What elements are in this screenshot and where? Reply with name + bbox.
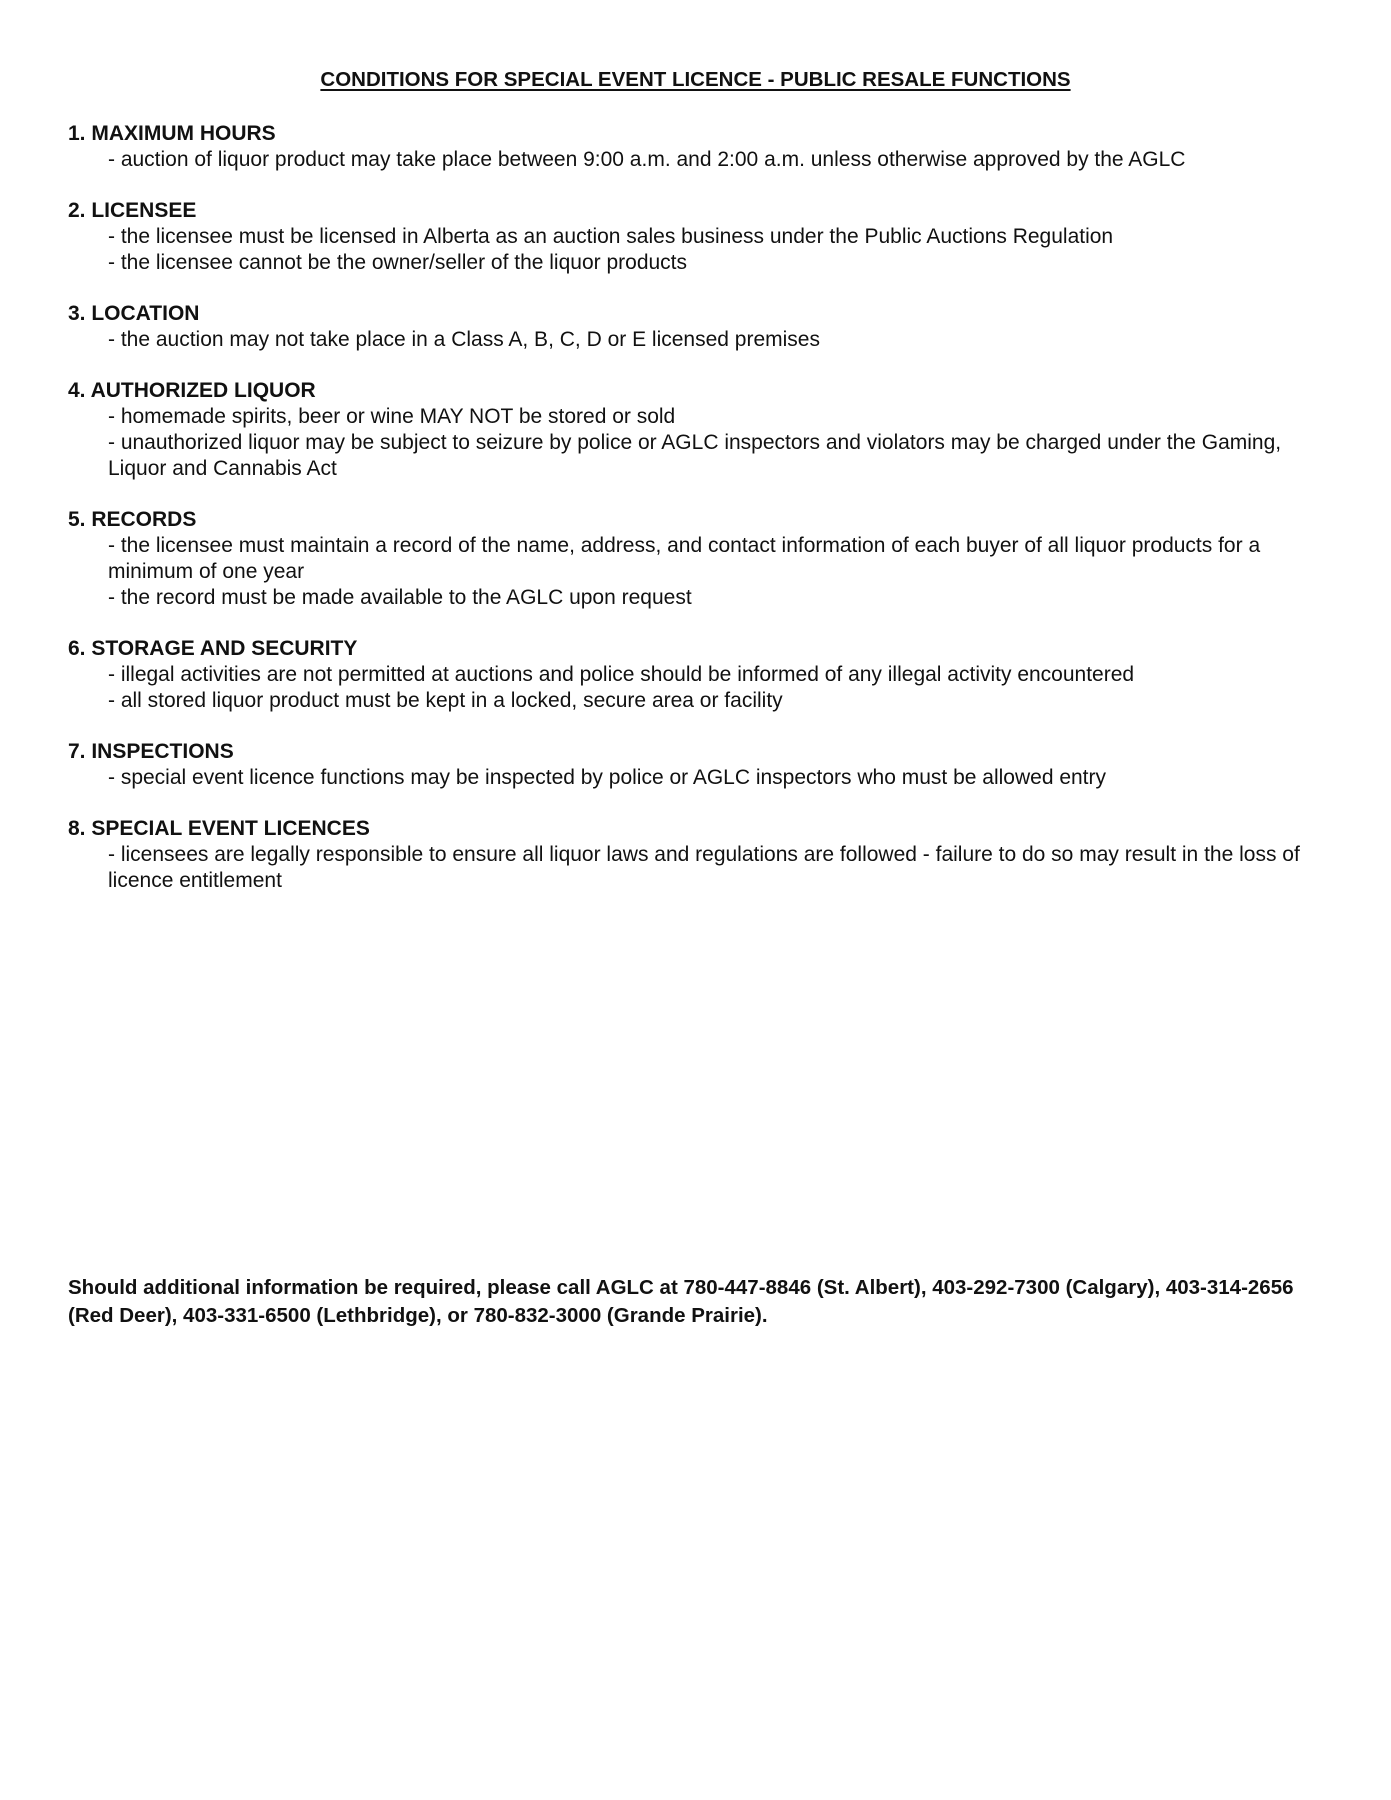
- condition-item: - licensees are legally responsible to ensure all liquor laws and regulations are followed - failure to do so may result in the loss of licence entitlement: [108, 843, 1300, 892]
- section-licensee: [68, 198, 1338, 276]
- condition-item: - the licensee must be licensed in Alberta as an auction sales business under the Public Auctions Regulation: [108, 225, 1114, 248]
- section-heading: 5. RECORDS: [68, 508, 197, 531]
- condition-item: - illegal activities are not permitted at auctions and police should be informed of any illegal activity encountered: [108, 663, 1135, 686]
- section-inspections: [68, 739, 1338, 791]
- document-title: CONDITIONS FOR SPECIAL EVENT LICENCE - PUBLIC RESALE FUNCTIONS: [320, 68, 1071, 91]
- section-authorized-liquor: [68, 378, 1338, 482]
- condition-item: - all stored liquor product must be kept in a locked, secure area or facility: [108, 689, 783, 712]
- section-heading: 3. LOCATION: [68, 302, 200, 325]
- contact-information-note: Should additional information be required, please call AGLC at 780-447-8846 (St. Albert), 403-292-7300 (Calgary), 403-314-2656 (Red Deer), 403-331-6500 (Lethbridge), or 780-832-3000 (Grande Prairie).: [68, 1276, 1294, 1327]
- section-heading: 7. INSPECTIONS: [68, 740, 234, 763]
- section-heading: 1. MAXIMUM HOURS: [68, 122, 276, 145]
- condition-item: - the record must be made available to the AGLC upon request: [108, 586, 692, 609]
- conditions-list: [68, 121, 1338, 919]
- condition-item: - special event licence functions may be inspected by police or AGLC inspectors who must be allowed entry: [108, 766, 1107, 789]
- section-location: [68, 301, 1338, 353]
- section-records: [68, 507, 1338, 611]
- condition-item: - the licensee cannot be the owner/seller of the liquor products: [108, 251, 688, 274]
- section-heading: 8. SPECIAL EVENT LICENCES: [68, 817, 370, 840]
- section-heading: 4. AUTHORIZED LIQUOR: [68, 379, 316, 402]
- section-storage-and-security: [68, 636, 1338, 714]
- condition-item: - the auction may not take place in a Class A, B, C, D or E licensed premises: [108, 328, 820, 351]
- section-special-event-licences: [68, 816, 1338, 894]
- section-heading: 2. LICENSEE: [68, 199, 197, 222]
- section-maximum-hours: [68, 121, 1338, 173]
- section-heading: 6. STORAGE AND SECURITY: [68, 637, 358, 660]
- condition-item: - the licensee must maintain a record of the name, address, and contact information of each buyer of all liquor products for a minimum of one year: [108, 534, 1261, 583]
- condition-item: - auction of liquor product may take place between 9:00 a.m. and 2:00 a.m. unless otherwise approved by the AGLC: [108, 148, 1186, 171]
- condition-item: - homemade spirits, beer or wine MAY NOT be stored or sold: [108, 405, 676, 428]
- condition-item: - unauthorized liquor may be subject to seizure by police or AGLC inspectors and violators may be charged under the Gaming, Liquor and Cannabis Act: [108, 431, 1282, 480]
